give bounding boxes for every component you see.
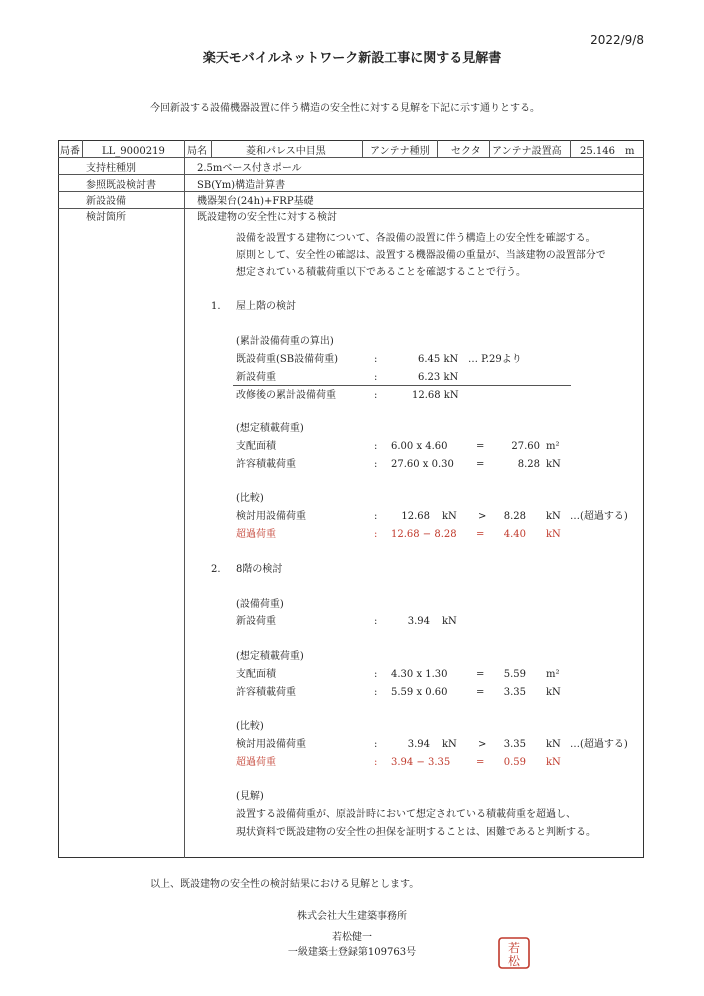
equals: = — [476, 529, 485, 540]
equals: = — [476, 669, 485, 680]
section2-area-value: 5.59 — [503, 669, 526, 680]
section2-number: 2. — [211, 564, 221, 575]
row-value: 2.5mベース付きポール — [197, 163, 302, 174]
section1-compare-heading: (比較) — [236, 493, 264, 504]
colon: : — [374, 390, 378, 401]
colon: : — [374, 511, 378, 522]
section2-allow-unit: kN — [546, 687, 561, 698]
document-date: 2022/9/8 — [590, 33, 644, 47]
section2-compare-heading: (比較) — [236, 721, 264, 732]
section1-area-unit: m² — [546, 441, 560, 452]
seal-char: 松 — [507, 954, 521, 968]
station-name-label: 局名 — [187, 146, 207, 157]
colon: : — [374, 459, 378, 470]
colon: : — [374, 372, 378, 383]
equals: = — [476, 441, 485, 452]
section1-check-op: > — [478, 511, 487, 522]
section2-allow-value: 3.35 — [503, 687, 526, 698]
colon: : — [374, 616, 378, 627]
section1-new-value: 6.23 kN — [418, 372, 459, 383]
section2-excess-calc: 3.94 − 3.35 — [391, 757, 451, 768]
section1-title: 屋上階の検討 — [236, 301, 296, 312]
section2-check-target-unit: kN — [546, 739, 561, 750]
section1-check-label: 検討用設備荷重 — [236, 511, 306, 522]
opinion-line: 設置する設備荷重が、原設計時において想定されている積載荷重を超過し、 — [236, 809, 576, 820]
colon: : — [374, 441, 378, 452]
equals: = — [476, 757, 485, 768]
section2-check-target: 3.35 — [503, 739, 526, 750]
body-line: 設備を設置する建物について、各設備の設置に伴う構造上の安全性を確認する。 — [236, 233, 596, 244]
section2-excess-label: 超過荷重 — [236, 757, 276, 768]
section1-area-label: 支配面積 — [236, 441, 276, 452]
section1-new-label: 新設荷重 — [236, 372, 276, 383]
opinion-heading: (見解) — [236, 791, 264, 802]
section1-check-unit: kN — [442, 511, 457, 522]
seal-char: 若 — [507, 941, 521, 955]
antenna-height-label: アンテナ設置高 — [492, 146, 562, 157]
equals: = — [476, 459, 485, 470]
section1-area-calc: 6.00 x 4.60 — [391, 441, 448, 452]
section1-existing-label: 既設荷重(SB設備荷重) — [236, 354, 339, 365]
station-no-label: 局番 — [60, 146, 80, 157]
sum-divider — [233, 385, 571, 386]
table-rule — [211, 140, 212, 157]
section2-check-note: …(超過する) — [570, 739, 628, 750]
table-rule — [58, 174, 644, 175]
section2-excess-value: 0.59 — [503, 757, 526, 768]
colon: : — [374, 529, 378, 540]
section1-assumed-heading: (想定積載荷重) — [236, 423, 304, 434]
section2-new-label: 新設荷重 — [236, 616, 276, 627]
row-label: 検討箇所 — [86, 212, 126, 223]
row-label: 支持柱種別 — [86, 163, 136, 174]
section1-check-target-unit: kN — [546, 511, 561, 522]
colon: : — [374, 757, 378, 768]
section1-allow-value: 8.28 — [517, 459, 540, 470]
section1-excess-unit: kN — [546, 529, 561, 540]
colon: : — [374, 354, 378, 365]
section2-equip-heading: (設備荷重) — [236, 599, 284, 610]
section2-area-label: 支配面積 — [236, 669, 276, 680]
body-line: 原則として、安全性の確認は、設置する機器設備の重量が、当該建物の設置部分で — [236, 250, 606, 261]
section1-allow-label: 許容積載荷重 — [236, 459, 296, 470]
table-rule — [570, 140, 571, 157]
section1-existing-value: 6.45 kN — [418, 354, 459, 365]
antenna-type-label: アンテナ種別 — [370, 146, 430, 157]
table-rule — [58, 208, 644, 209]
section1-check-target: 8.28 — [503, 511, 526, 522]
row-value: 既設建物の安全性に対する検討 — [197, 212, 337, 223]
closing-statement: 以上、既設建物の安全性の検討結果における見解とします。 — [150, 879, 420, 890]
body-line: 想定されている積載荷重以下であることを確認することで行う。 — [236, 267, 526, 278]
row-value: 機器架台(24h)+FRP基礎 — [197, 196, 314, 207]
station-name: 菱和パレス中目黒 — [246, 146, 326, 157]
section2-allow-calc: 5.59 x 0.60 — [391, 687, 448, 698]
antenna-height: 25.146 m — [580, 146, 635, 157]
section2-assumed-heading: (想定積載荷重) — [236, 651, 304, 662]
table-rule — [82, 140, 83, 157]
section2-allow-label: 許容積載荷重 — [236, 687, 296, 698]
section2-check-value: 3.94 — [407, 739, 430, 750]
license-number: 一級建築士登録第109763号 — [287, 947, 417, 958]
section1-area-value: 27.60 — [511, 441, 540, 452]
section1-existing-note: … P.29より — [468, 354, 522, 365]
section1-allow-unit: kN — [546, 459, 561, 470]
section1-check-note: …(超過する) — [570, 511, 628, 522]
table-rule — [184, 140, 185, 858]
station-no: LL_9000219 — [102, 146, 165, 157]
section1-excess-calc: 12.68 − 8.28 — [391, 529, 457, 540]
colon: : — [374, 669, 378, 680]
intro-text: 今回新設する設備機器設置に伴う構造の安全性に対する見解を下記に示す通りとする。 — [150, 103, 540, 114]
section1-allow-calc: 27.60 x 0.30 — [391, 459, 454, 470]
seal-stamp-icon — [497, 936, 531, 970]
section1-check-value: 12.68 — [401, 511, 430, 522]
table-rule — [58, 157, 644, 158]
equals: = — [476, 687, 485, 698]
table-rule — [437, 140, 438, 157]
opinion-line: 現状資料で既設建物の安全性の担保を証明することは、困難であると判断する。 — [236, 827, 596, 838]
company-name: 株式会社大生建築事務所 — [297, 911, 407, 922]
colon: : — [374, 687, 378, 698]
row-value: SB(Ym)構造計算書 — [197, 180, 286, 191]
section1-number: 1. — [211, 301, 221, 312]
row-label: 新設設備 — [86, 196, 126, 207]
section2-check-op: > — [478, 739, 487, 750]
document-title: 楽天モバイルネットワーク新設工事に関する見解書 — [202, 51, 502, 66]
table-rule — [58, 191, 644, 192]
section2-excess-unit: kN — [546, 757, 561, 768]
section1-excess-value: 4.40 — [503, 529, 526, 540]
review-table — [58, 140, 644, 858]
section2-check-unit: kN — [442, 739, 457, 750]
antenna-type: セクタ — [451, 146, 481, 157]
section2-area-unit: m² — [546, 669, 560, 680]
section2-title: 8階の検討 — [236, 564, 283, 575]
section1-total-value: 12.68 kN — [412, 390, 459, 401]
section2-area-calc: 4.30 x 1.30 — [391, 669, 448, 680]
section2-check-label: 検討用設備荷重 — [236, 739, 306, 750]
colon: : — [374, 739, 378, 750]
section2-new-unit: kN — [442, 616, 457, 627]
section1-cumulative-heading: (累計設備荷重の算出) — [236, 336, 334, 347]
signatory-name: 若松健一 — [332, 932, 372, 943]
section1-total-label: 改修後の累計設備荷重 — [236, 390, 336, 401]
section2-new-value: 3.94 — [407, 616, 430, 627]
row-label: 参照既設検討書 — [86, 180, 156, 191]
table-rule — [362, 140, 363, 157]
table-rule — [489, 140, 490, 157]
section1-excess-label: 超過荷重 — [236, 529, 276, 540]
